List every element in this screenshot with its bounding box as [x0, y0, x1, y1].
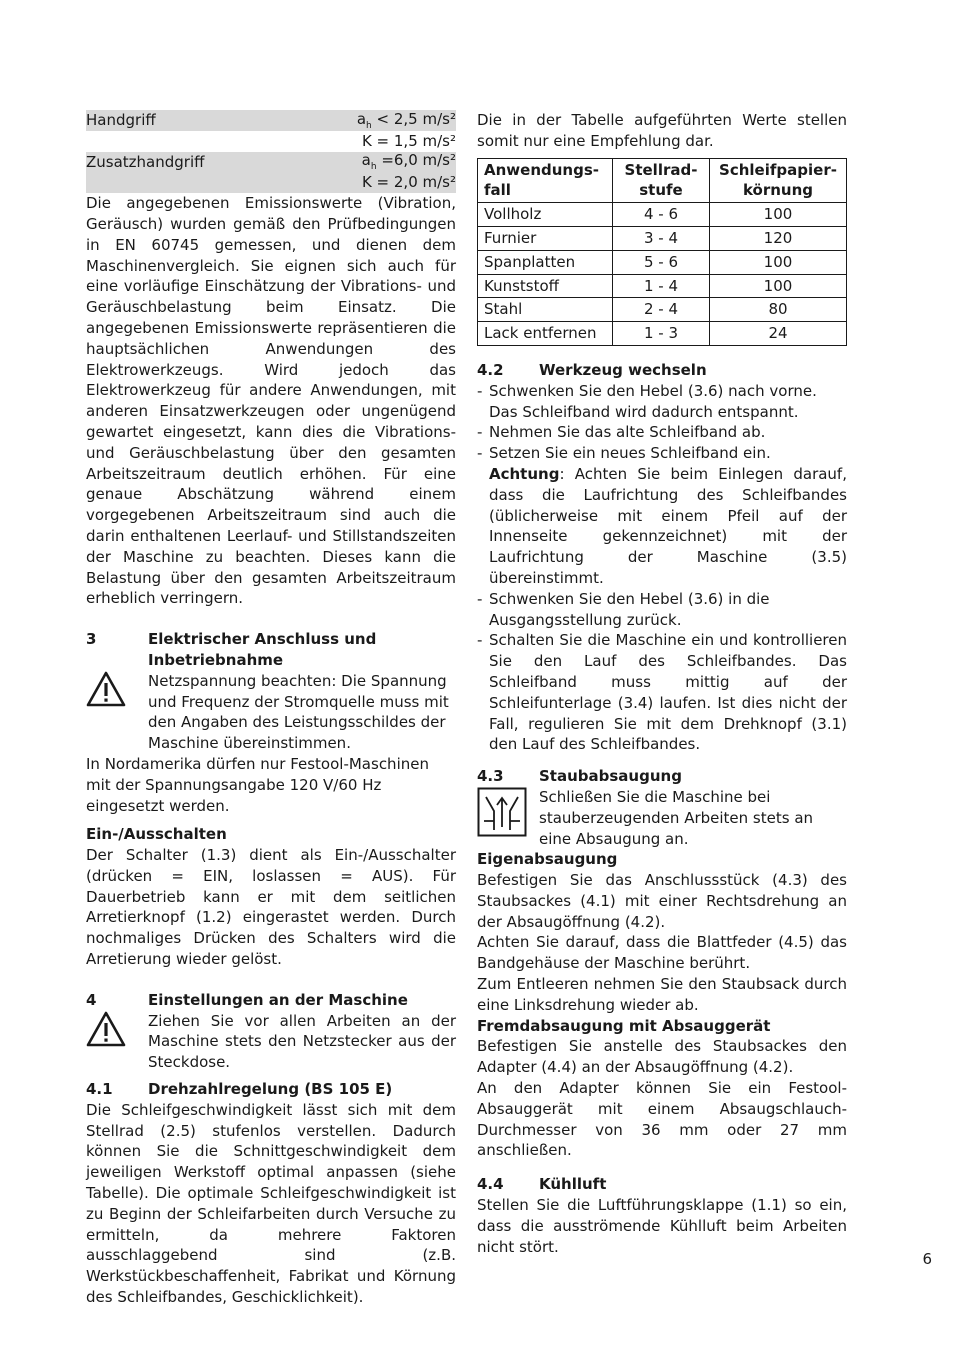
vibration-label: Handgriff	[86, 111, 156, 129]
external-extraction-heading: Fremdabsaugung mit Absauggerät	[477, 1016, 771, 1035]
vibration-row-zusatzhandgriff-k	[86, 172, 456, 193]
table-intro: Die in der Tabelle aufgeführten Werte stellen somit nur eine Empfehlung dar.	[477, 111, 847, 150]
own-extraction-text: Achten Sie darauf, dass die Blattfeder (4.5) das Bandgehäuse der Maschine berührt.	[477, 933, 847, 973]
switch-text: Der Schalter (1.3) dient als Ein-/Ausschalter (drücken = EIN, loslassen = AUS). Für Dauerbetrieb kann er mit dem seitlichen Arretierknopf (1.2) eingerastet werden. Durch nochmaliges Drücken des Schalters wird die Arretierung wieder gelöst.	[86, 846, 456, 969]
table-row	[478, 274, 847, 298]
speed-table	[477, 158, 847, 346]
own-extraction-text: Zum Entleeren nehmen Sie den Staubsack durch eine Linksdrehung wieder ab.	[477, 975, 847, 1014]
table-row	[478, 298, 847, 322]
section-3-warning: Netzspannung beachten: Die Spannung und Frequenz der Stromquelle muss mit den Angaben des Leistungsschildes der Maschine übereinstimmen.	[86, 671, 456, 754]
table-header-cell: Schleifpapier-körnung	[710, 158, 847, 203]
table-row	[478, 250, 847, 274]
external-extraction-text: An den Adapter können Sie ein Festool-Absauggerät mit einem Absaugschlauch-Durchmesser von 36 mm oder 27 mm anschließen.	[477, 1079, 847, 1160]
vibration-k-value: K = 2,0 m/s²	[361, 173, 456, 192]
section-4-2-heading: 4.2 Werkzeug wechseln	[477, 360, 707, 379]
left-column	[86, 110, 456, 1308]
table-row	[478, 203, 847, 227]
external-extraction-text: Befestigen Sie anstelle des Staubsackes den Adapter (4.4) an der Absaugöffnung (4.2).	[477, 1037, 847, 1077]
list-item: - Schwenken Sie den Hebel (3.6) in die Ausgangsstellung zurück.	[477, 589, 770, 629]
list-item: - Nehmen Sie das alte Schleifband ab.	[477, 423, 766, 442]
table-header-cell: Stellrad-stufe	[613, 158, 710, 203]
section-4-warning: Ziehen Sie vor allen Arbeiten an der Maschine stets den Netzstecker aus der Steckdose.	[86, 1011, 456, 1073]
list-item: - Setzen Sie ein neues Schleifband ein.	[477, 444, 771, 463]
vibration-row-handgriff	[86, 110, 456, 131]
table-header-row	[478, 158, 847, 203]
vibration-row-handgriff-k	[86, 131, 456, 152]
table-cell: 1 - 3	[613, 322, 710, 346]
table-cell: Furnier	[478, 226, 613, 250]
table-cell: Stahl	[478, 298, 613, 322]
section-4-4-text: Stellen Sie die Luftführungsklappe (1.1) so ein, dass die ausströmende Kühlluft beim Arbeiten nicht stört.	[477, 1196, 847, 1256]
table-cell: 1 - 4	[613, 274, 710, 298]
table-cell: 120	[710, 226, 847, 250]
vibration-label: Zusatzhandgriff	[86, 152, 205, 171]
table-cell: Vollholz	[478, 203, 613, 227]
vibration-k-value: K = 1,5 m/s²	[361, 131, 456, 150]
vibration-ah-value: $a_h =6,0$ m/s²	[361, 151, 456, 173]
section-4-1-heading: 4.1 Drehzahlregelung (BS 105 E)	[86, 1080, 393, 1099]
switch-heading: Ein-/Ausschalten	[86, 825, 227, 844]
table-cell: 4 - 6	[613, 203, 710, 227]
table-cell: 100	[710, 274, 847, 298]
table-cell: 3 - 4	[613, 226, 710, 250]
page-number: 6	[922, 1250, 932, 1268]
table-cell: 2 - 4	[613, 298, 710, 322]
section-4-3-heading: 4.3 Staubabsaugung	[477, 767, 682, 786]
right-column	[477, 110, 847, 1257]
table-row	[478, 322, 847, 346]
north-america-text: In Nordamerika dürfen nur Festool-Maschinen mit der Spannungsangabe 120 V/60 Hz eingesetzt werden.	[86, 754, 429, 815]
table-header-cell: Anwendungs-fall	[478, 158, 613, 203]
section-4-1-text: Die Schleifgeschwindigkeit lässt sich mit dem Stellrad (2.5) stufenlos verstellen. Dadurch können Sie die Schnittgeschwindigkeit dem jeweiligen Werkstoff optimal anpassen (siehe Tabelle). Die optimale Schleifgeschwindigkeit ist zu Beginn der Schleifarbeiten durch Versuche zu ermitteln, da mehrere Faktoren ausschlaggebend sind (z.B. Werkstückbeschaffenheit, Fabrikat und Körnung des Schleifbandes, Geschicklichkeit).	[86, 1100, 456, 1307]
vibration-row-zusatzhandgriff	[86, 152, 456, 173]
section-4-4-heading: 4.4 Kühlluft	[477, 1175, 607, 1194]
emission-paragraph: Die angegebenen Emissionswerte (Vibration, Geräusch) wurden gemäß den Prüfbedingungen in EN 60745 gemessen, und dienen dem Maschinenvergleich. Sie eignen sich auch für eine vorläufige Einschätzung der Vibrations- und Geräuschbelastung beim Einsatz. Die angegebenen Emissionswerte repräsentieren die hauptsächlichen Anwendungen des Elektrowerkzeugs. Wird jedoch das Elektrowerkzeug für andere Anwendungen, mit anderen Einsatzwerkzeugen oder ungenügend gewartet eingesetzt, kann dies die Vibrations- und Geräuschbelastung über den gesamten Arbeitszeitraum deutlich erhöhen. Für eine genaue Abschätzung während einem vorgegebenen Arbeitszeitraum sind auch die darin enthaltenen Leerlauf- und Stillstandszeiten der Maschine zu beachten. Dieses kann die Belastung über den gesamten Arbeitszeitraum erheblich verringern.	[86, 194, 456, 608]
table-cell: 100	[710, 250, 847, 274]
vibration-ah-value: $a_h < 2,5$ m/s²	[356, 109, 456, 131]
section-3-heading: 3 Elektrischer Anschluss und Inbetriebnahme	[86, 630, 377, 669]
table-cell: 80	[710, 298, 847, 322]
section-4-heading: 4 Einstellungen an der Maschine	[86, 990, 408, 1009]
own-extraction-text: Befestigen Sie das Anschlussstück (4.3) des Staubsackes (4.1) mit einer Rechtsdrehung an der Absaugöffnung (4.2).	[477, 871, 847, 931]
table-row	[478, 226, 847, 250]
table-cell: 24	[710, 322, 847, 346]
table-cell: 5 - 6	[613, 250, 710, 274]
table-cell: Spanplatten	[478, 250, 613, 274]
dust-extraction-icon	[477, 787, 539, 849]
warning-icon	[86, 1011, 148, 1073]
list-item: - Schalten Sie die Maschine ein und kontrollieren Sie den Lauf des Schleifbandes. Das Schleifband muss mittig auf der Schleifunterlage (3.4) laufen. Ist dies nicht der Fall, regulieren Sie mit dem Drehknopf (3.1) den Lauf des Schleifbandes.	[477, 631, 847, 754]
dust-extraction-note: Schließen Sie die Maschine bei stauberzeugenden Arbeiten stets an eine Absaugung an.	[477, 787, 847, 849]
own-extraction-heading: Eigenabsaugung	[477, 850, 618, 869]
list-item: - Schwenken Sie den Hebel (3.6) nach vorne. Das Schleifband wird dadurch entspannt.	[477, 381, 817, 421]
table-cell: 100	[710, 203, 847, 227]
table-cell: Kunststoff	[478, 274, 613, 298]
attention-note: Achtung: Achten Sie beim Einlegen darauf, dass die Laufrichtung des Schleifbandes (üblicherweise mit einem Pfeil auf der Innenseite gekennzeichnet) mit der Laufrichtung der Maschine (3.5) übereinstimmt.	[489, 464, 847, 587]
table-cell: Lack entfernen	[478, 322, 613, 346]
warning-icon	[86, 671, 148, 754]
